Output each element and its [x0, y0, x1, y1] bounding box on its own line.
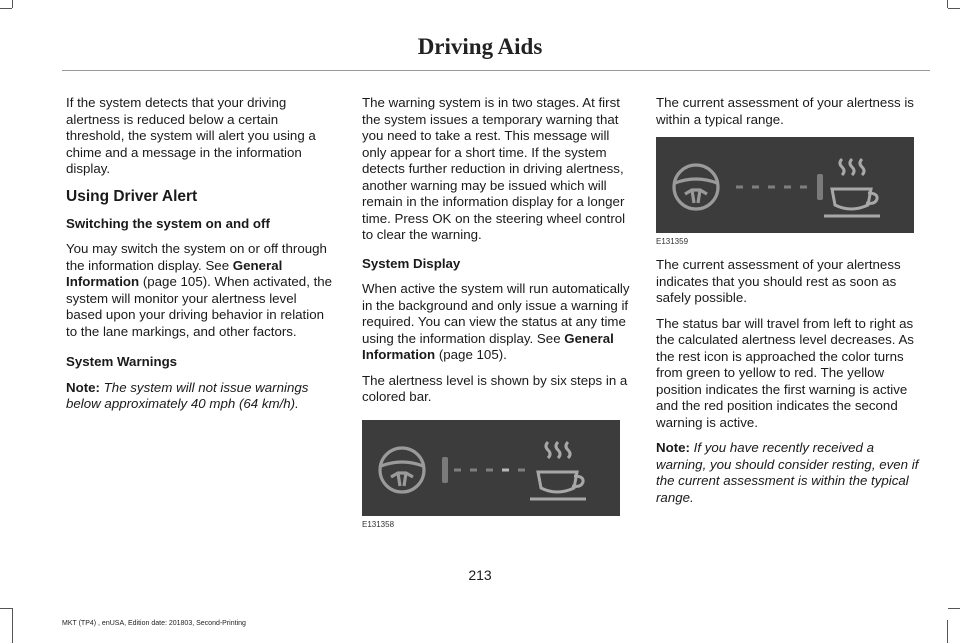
page-number: 213	[468, 567, 492, 583]
paragraph: The alertness level is shown by six steps in a colored bar.	[362, 372, 628, 404]
note-text: The system will not issue warnings below approximately 40 mph (64 km/h).	[66, 379, 309, 411]
cross-reference-link[interactable]: General Information	[66, 257, 283, 289]
note	[656, 440, 926, 506]
crop-mark	[12, 608, 13, 643]
text: (page 105). When activated, the system will monitor your alertness level based upon your driving behavior in relation to the lane markings, and other factors.	[66, 274, 333, 339]
page-title: Driving Aids	[417, 34, 543, 59]
footer-edition: MKT (TP4) , enUSA, Edition date: 201803, Second-Printing	[62, 620, 246, 627]
paragraph: The status bar will travel from left to right as the calculated alertness level decreases. As the rest icon is approached the color turns from green to yellow to red. The yellow position indicates the first warning is active and the red position indicates the second warning is active.	[656, 315, 914, 430]
paragraph: The current assessment of your alertness is within a typical range.	[656, 95, 914, 127]
note	[66, 380, 336, 413]
crop-mark	[948, 608, 960, 609]
paragraph: The current assessment of your alertness indicates that you should rest as soon as safely possible.	[656, 257, 901, 305]
alertness-indicator	[442, 457, 448, 483]
section-heading: Using Driver Alert	[66, 187, 198, 205]
crop-mark	[12, 0, 13, 8]
crop-mark	[948, 8, 960, 9]
alertness-status-graphic	[362, 420, 620, 516]
column-2	[362, 95, 632, 540]
crop-mark	[0, 608, 12, 609]
steering-wheel-icon	[674, 165, 718, 209]
paragraph	[66, 241, 336, 340]
header-divider	[62, 70, 930, 71]
note-label: Note:	[66, 379, 100, 395]
text: (page 105).	[435, 347, 507, 362]
crop-mark	[947, 620, 948, 643]
coffee-cup-icon	[530, 442, 586, 499]
alertness-status-graphic	[656, 137, 914, 233]
subheading: Switching the system on and off	[66, 215, 270, 231]
crop-mark	[0, 8, 12, 9]
crop-mark	[947, 0, 948, 8]
cross-reference-link[interactable]: General Information	[362, 330, 614, 362]
text: You may switch the system on or off through the information display. See	[66, 241, 327, 273]
text: When active the system will run automatically in the background and only issue a warning if required. You can view the status at any time using the information display. See	[362, 281, 630, 346]
paragraph: If the system detects that your driving alertness is reduced below a certain threshold, the system will alert you using a chime and a message in the information display.	[66, 95, 316, 176]
subheading: System Display	[362, 255, 461, 271]
coffee-cup-icon	[824, 159, 880, 216]
column-3	[656, 95, 926, 515]
column-1	[66, 95, 336, 422]
alertness-indicator	[817, 174, 823, 200]
subheading: System Warnings	[66, 354, 178, 369]
note-text: If you have recently received a warning, you should consider resting, even if the current assessment is within the typical range.	[656, 440, 919, 505]
image-code: E131358	[362, 519, 395, 529]
note-label: Note:	[656, 440, 690, 455]
paragraph: The warning system is in two stages. At first the system issues a temporary warning that you need to take a rest. This message will only appear for a short time. If the system detects further reduction in driving alertness, another warning may be issued which will remain in the information display for a longer time. Press OK on the steering wheel control to clear the warning.	[362, 95, 626, 242]
steering-wheel-icon	[380, 448, 424, 492]
paragraph	[362, 281, 632, 364]
image-code: E131359	[656, 237, 689, 246]
